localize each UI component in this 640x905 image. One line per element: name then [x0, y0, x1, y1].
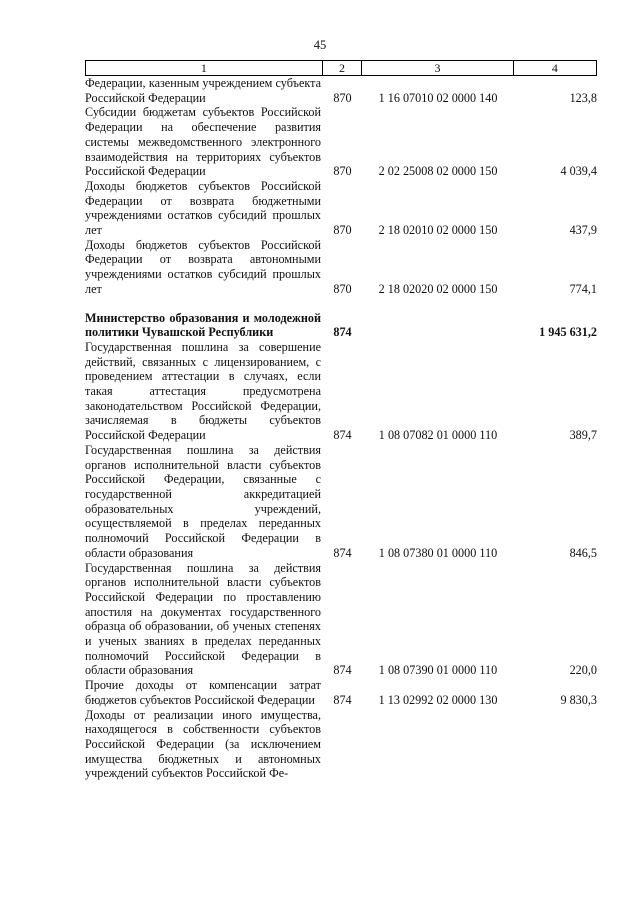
ministry-total: 1 945 631,2: [539, 325, 597, 340]
row-admin-code: 874: [333, 663, 352, 678]
row-name: Доходы от реализации иного имущества, находящегося в собственности субъектов Российской Федерации (за исключением имущества бюджетных и автономных учреждений субъектов Российской Фе-: [85, 707, 321, 781]
table-header: [85, 60, 597, 76]
row-name: Прочие доходы от компенсации затрат бюджетов субъектов Российской Федерации: [85, 678, 321, 707]
row-admin-code: 874: [333, 428, 352, 443]
header-col-3: 3: [361, 61, 513, 75]
row-budget-code: 1 08 07380 01 0000 110: [378, 545, 498, 560]
row-name: Государственная пошлина за действия органов исполнительной власти субъектов Российской Федерации по проставлению апостиля на документах государственного образца об образовании, об ученых степенях и ученых званиях в пределах переданных полномочий Российской Федерации в области образования: [85, 560, 321, 678]
row-budget-code: 1 16 07010 02 0000 140: [378, 90, 498, 105]
revenue-table: [85, 60, 597, 781]
row-admin-code: 874: [333, 545, 352, 560]
header-col-4: 4: [513, 61, 597, 75]
table-row: [85, 708, 597, 782]
row-amount: 846,5: [569, 545, 597, 560]
row-name: Субсидии бюджетам субъектов Российской Федерации на обеспечение развития системы межведомственного электронного взаимодействия на территориях субъектов Российской Федерации: [85, 105, 321, 179]
row-amount: 437,9: [569, 223, 597, 238]
table-row: [85, 105, 597, 179]
row-budget-code: 2 02 25008 02 0000 150: [378, 164, 498, 179]
row-amount: 389,7: [569, 428, 597, 443]
row-admin-code: 870: [333, 281, 352, 296]
header-col-1: 1: [85, 61, 322, 75]
row-amount: 123,8: [569, 90, 597, 105]
ministry-admin-code: 874: [333, 325, 352, 340]
row-budget-code: 1 08 07082 01 0000 110: [378, 428, 498, 443]
row-name: Доходы бюджетов субъектов Российской Федерации от возврата автономными учреждениями остатков субсидий прошлых лет: [85, 237, 321, 296]
row-admin-code: 870: [333, 223, 352, 238]
table-row: [85, 561, 597, 679]
table-row: [85, 443, 597, 561]
header-col-2: 2: [322, 61, 362, 75]
row-admin-code: 870: [333, 164, 352, 179]
row-amount: 774,1: [569, 281, 597, 296]
table-row: [85, 238, 597, 297]
row-admin-code: 874: [333, 692, 352, 707]
row-name: Государственная пошлина за совершение действий, связанных с лицензированием, с проведением аттестации в случаях, если такая аттестация предусмотрена законодательством Российской Федерации, зачисляемая в бюджеты субъектов Российской Федерации: [85, 339, 321, 443]
row-budget-code: 1 13 02992 02 0000 130: [378, 692, 498, 707]
row-amount: 9 830,3: [560, 692, 597, 707]
ministry-row: [85, 311, 597, 340]
ministry-name: Министерство образования и молодежной политики Чувашской Республики: [85, 310, 321, 340]
row-name: Доходы бюджетов субъектов Российской Федерации от возврата бюджетными учреждениями остатков субсидий прошлых лет: [85, 178, 321, 238]
row-budget-code: 2 18 02020 02 0000 150: [378, 281, 498, 296]
row-budget-code: 1 08 07390 01 0000 110: [378, 663, 498, 678]
table-row: [85, 76, 597, 105]
row-name: Государственная пошлина за действия органов исполнительной власти субъектов Российской Федерации, связанные с государственной аккредитацией образовательных учреждений, осуществляемой в пределах переданных полномочий Российской Федерации в области образования: [85, 442, 321, 560]
row-budget-code: 2 18 02010 02 0000 150: [378, 223, 498, 238]
table-row: [85, 340, 597, 443]
table-row: [85, 678, 597, 707]
table-row: [85, 179, 597, 238]
row-amount: 4 039,4: [560, 164, 597, 179]
page-number: 45: [313, 38, 327, 52]
row-name: Федерации, казенным учреждением субъекта Российской Федерации: [85, 76, 321, 105]
section-spacer: [85, 297, 597, 311]
row-admin-code: 870: [333, 90, 352, 105]
row-amount: 220,0: [569, 663, 597, 678]
